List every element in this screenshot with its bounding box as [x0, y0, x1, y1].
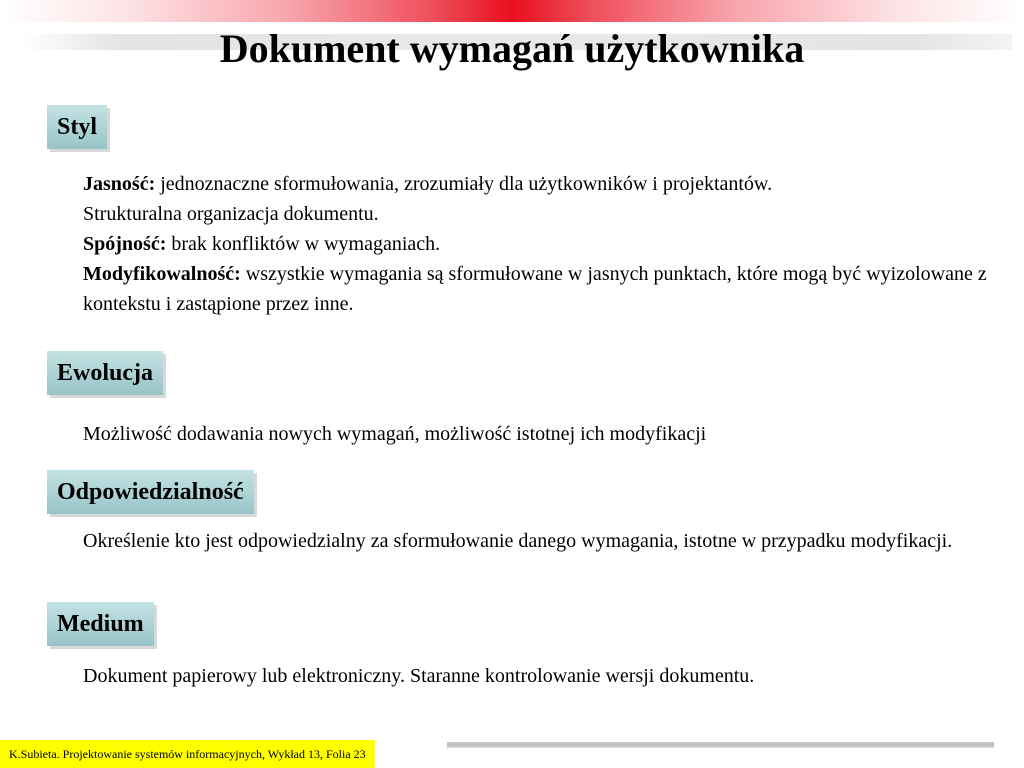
line-consistency — [83, 229, 988, 259]
text-structure: Strukturalna organizacja dokumentu. — [83, 203, 379, 225]
term-consistency: Spójność: — [83, 233, 167, 255]
footer-caption: K.Subieta. Projektowanie systemów informacyjnych, Wykład 13, Folia 23 — [0, 740, 375, 768]
section-label-odpowiedzialnosc: Odpowiedzialność — [47, 470, 254, 514]
line-structure — [83, 199, 988, 229]
footer-divider — [447, 742, 994, 748]
term-modifiability: Modyfikowalność: — [83, 263, 241, 285]
section-body-ewolucja: Możliwość dodawania nowych wymagań, możliwość istotnej ich modyfikacji — [83, 423, 707, 445]
term-clarity: Jasność: — [83, 173, 156, 195]
section-label-styl: Styl — [47, 105, 107, 149]
section-body-odpowiedzialnosc: Określenie kto jest odpowiedzialny za sformułowanie danego wymagania, istotne w przypadku modyfikacji. — [83, 530, 953, 552]
section-body-medium: Dokument papierowy lub elektroniczny. Staranne kontrolowanie wersji dokumentu. — [83, 665, 755, 687]
text-consistency: brak konfliktów w wymaganiach. — [166, 233, 441, 255]
page-title: Dokument wymagań użytkownika — [219, 26, 805, 71]
section-body-styl — [83, 169, 988, 319]
text-modifiability: wszystkie wymagania są sformułowane w jasnych punktach, które mogą być wyizolowane z kontekstu i zastąpione przez inne. — [83, 263, 987, 315]
top-decorative-bar — [0, 0, 1024, 22]
line-clarity — [83, 169, 988, 199]
text-clarity: jednoznaczne sformułowania, zrozumiały dla użytkowników i projektantów. — [155, 173, 773, 195]
section-label-medium: Medium — [47, 602, 154, 646]
section-label-ewolucja: Ewolucja — [47, 351, 163, 395]
line-modifiability — [83, 259, 988, 319]
